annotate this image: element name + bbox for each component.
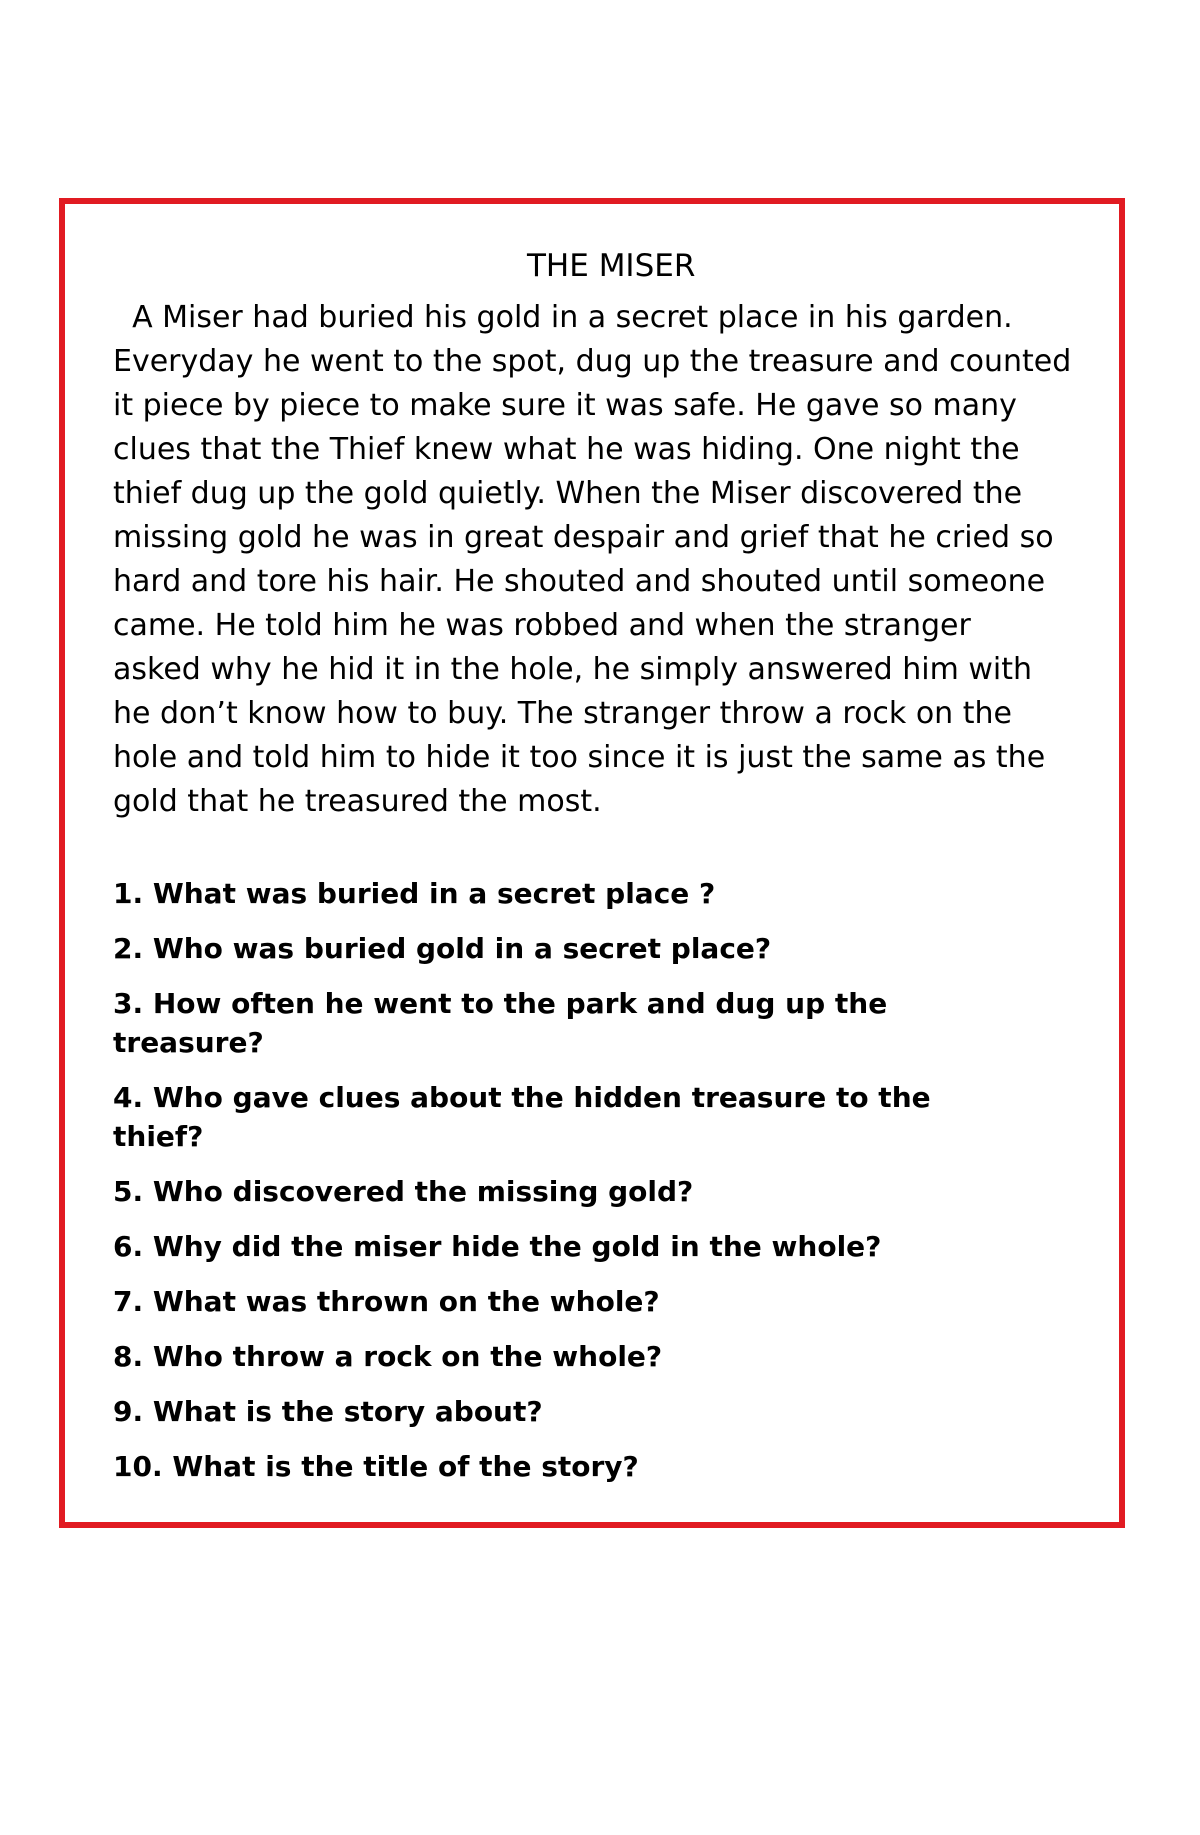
story-line: A Miser had buried his gold in a secret place in his garden. xyxy=(113,300,1013,335)
story-line: missing gold he was in great despair and grief that he cried so xyxy=(113,520,1054,555)
question-text: 2. Who was buried gold in a secret place? xyxy=(113,932,772,965)
question-item xyxy=(113,1282,1113,1321)
story-line: thief dug up the gold quietly. When the Miser discovered the xyxy=(113,476,1023,511)
story-frame xyxy=(59,198,1125,1528)
question-text: 10. What is the title of the story? xyxy=(113,1450,639,1483)
story-title: THE MISER xyxy=(527,248,696,284)
story-line: hole and told him to hide it too since it is just the same as the xyxy=(113,740,1046,775)
question-text: 6. Why did the miser hide the gold in the whole? xyxy=(113,1230,882,1263)
question-text: 5. Who discovered the missing gold? xyxy=(113,1175,694,1208)
story-body xyxy=(113,296,1113,824)
question-item xyxy=(113,1337,1113,1376)
question-text: 3. How often he went to the park and dug up the xyxy=(113,987,888,1020)
story-content xyxy=(113,244,1113,1486)
question-text-continued: thief? xyxy=(113,1120,204,1153)
story-line: Everyday he went to the spot, dug up the treasure and counted xyxy=(113,344,1072,379)
question-item xyxy=(113,984,1113,1062)
question-list xyxy=(113,874,1113,1486)
question-item xyxy=(113,1392,1113,1431)
story-line: gold that he treasured the most. xyxy=(113,784,602,819)
story-line: hard and tore his hair. He shouted and shouted until someone xyxy=(113,564,1046,599)
question-item xyxy=(113,874,1113,913)
question-item xyxy=(113,1172,1113,1211)
story-line: clues that the Thief knew what he was hiding. One night the xyxy=(113,432,1020,467)
question-text: 8. Who throw a rock on the whole? xyxy=(113,1340,663,1373)
question-item xyxy=(113,929,1113,968)
story-line: it piece by piece to make sure it was safe. He gave so many xyxy=(113,388,1017,423)
story-line: asked why he hid it in the hole, he simply answered him with xyxy=(113,652,1032,687)
question-text: 9. What is the story about? xyxy=(113,1395,543,1428)
question-text: 1. What was buried in a secret place ? xyxy=(113,877,716,910)
story-line: he don’t know how to buy. The stranger throw a rock on the xyxy=(113,696,1012,731)
question-text-continued: treasure? xyxy=(113,1026,264,1059)
question-text: 7. What was thrown on the whole? xyxy=(113,1285,660,1318)
story-line: came. He told him he was robbed and when the stranger xyxy=(113,608,971,643)
question-text: 4. Who gave clues about the hidden treasure to the xyxy=(113,1081,931,1114)
question-item xyxy=(113,1078,1113,1156)
question-item xyxy=(113,1227,1113,1266)
question-item xyxy=(113,1447,1113,1486)
